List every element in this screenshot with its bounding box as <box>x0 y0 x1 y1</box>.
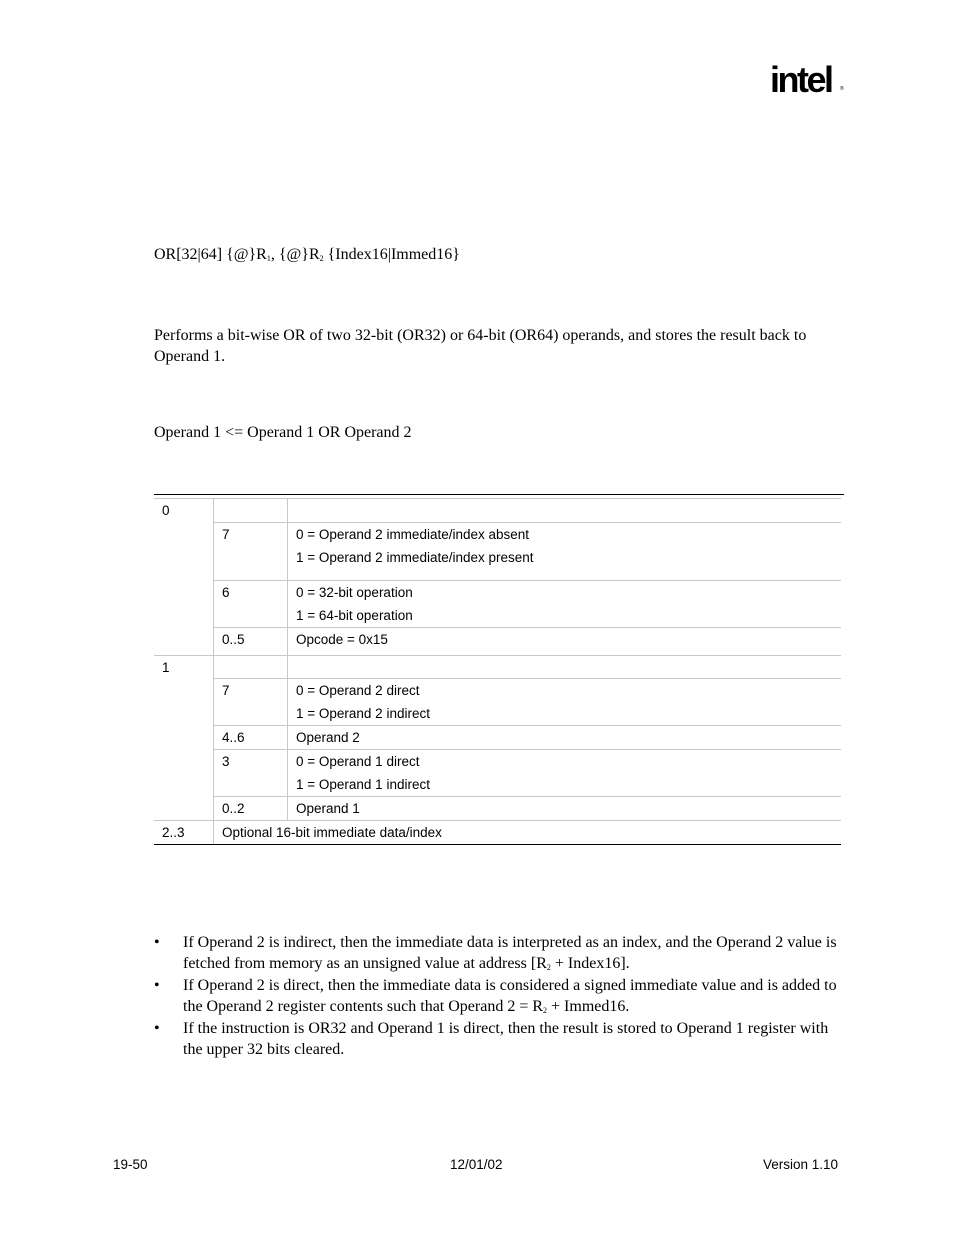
syntax-suffix: {Index16|Immed16} <box>323 246 460 263</box>
encoding-row <box>154 655 841 679</box>
encoding-row <box>154 679 841 726</box>
encoding-bits: 3 <box>214 750 288 797</box>
encoding-byte <box>154 726 214 750</box>
encoding-desc <box>288 655 842 679</box>
syntax-prefix: OR[32|64] {@}R <box>154 246 267 263</box>
note-item: • If the instruction is OR32 and Operand 1 is direct, then the result is stored to Operand 1 register with the upper 32 bits cleared. <box>154 1020 829 1058</box>
note-item: • If Operand 2 is indirect, then the immediate data is interpreted as an index, and the Operand 2 value is fetched from memory as an unsigned value at address [$R_2$ + Index16]. <box>154 934 837 972</box>
intel-logo <box>770 58 846 104</box>
encoding-bits: 0..5 <box>214 627 288 655</box>
encoding-byte <box>154 580 214 627</box>
instruction-operation: Operand 1 <= Operand 1 OR Operand 2 <box>154 424 412 441</box>
encoding-desc <box>288 499 842 523</box>
intel-logo-mark: ® <box>840 86 844 92</box>
encoding-byte: 2..3 <box>154 821 214 845</box>
encoding-desc: Operand 1 <box>288 797 842 821</box>
encoding-byte <box>154 797 214 821</box>
encoding-byte <box>154 679 214 726</box>
encoding-desc: 0 = Operand 2 immediate/index absent 1 = Operand 2 immediate/index present <box>288 522 842 580</box>
encoding-desc: 0 = Operand 1 direct 1 = Operand 1 indirect <box>288 750 842 797</box>
encoding-row <box>154 499 841 523</box>
encoding-desc: 0 = 32-bit operation 1 = 64-bit operation <box>288 580 842 627</box>
encoding-row <box>154 726 841 750</box>
encoding-bits <box>214 655 288 679</box>
encoding-row <box>154 750 841 797</box>
encoding-byte <box>154 522 214 580</box>
encoding-table <box>154 498 841 845</box>
encoding-byte: 0 <box>154 499 214 523</box>
encoding-bits <box>214 499 288 523</box>
encoding-row <box>154 797 841 821</box>
encoding-desc: Optional 16-bit immediate data/index <box>214 821 842 845</box>
behavior-notes <box>154 932 844 1061</box>
encoding-row <box>154 522 841 580</box>
bullet-icon: • <box>154 977 160 994</box>
footer-date: 12/01/02 <box>450 1157 503 1172</box>
encoding-row <box>154 821 841 845</box>
syntax-sub1: 1 <box>266 254 271 263</box>
encoding-byte <box>154 750 214 797</box>
syntax-mid: , {@}R <box>270 246 320 263</box>
encoding-desc: 0 = Operand 2 direct 1 = Operand 2 indirect <box>288 679 842 726</box>
intel-logo-text: intel <box>770 59 832 100</box>
instruction-syntax <box>154 246 460 264</box>
encoding-desc: Operand 2 <box>288 726 842 750</box>
bullet-icon: • <box>154 1020 160 1037</box>
encoding-bits: 0..2 <box>214 797 288 821</box>
encoding-row <box>154 580 841 627</box>
encoding-bits: 7 <box>214 522 288 580</box>
encoding-bits: 6 <box>214 580 288 627</box>
instruction-description: Performs a bit-wise OR of two 32-bit (OR32) or 64-bit (OR64) operands, and stores the result back to Operand 1. <box>154 327 807 365</box>
encoding-desc: Opcode = 0x15 <box>288 627 842 655</box>
footer-page-number: 19-50 <box>113 1157 148 1172</box>
footer-version: Version 1.10 <box>763 1157 839 1172</box>
bullet-icon: • <box>154 934 160 951</box>
syntax-sub2: 2 <box>319 254 324 263</box>
encoding-row <box>154 627 841 655</box>
encoding-byte <box>154 627 214 655</box>
encoding-byte: 1 <box>154 655 214 679</box>
encoding-bits: 4..6 <box>214 726 288 750</box>
encoding-bits: 7 <box>214 679 288 726</box>
note-item: • If Operand 2 is direct, then the immediate data is considered a signed immediate value and is added to the Operand 2 register contents such that Operand $2 = R_2$ + Immed16. <box>154 977 837 1015</box>
encoding-top-rule <box>154 494 844 495</box>
